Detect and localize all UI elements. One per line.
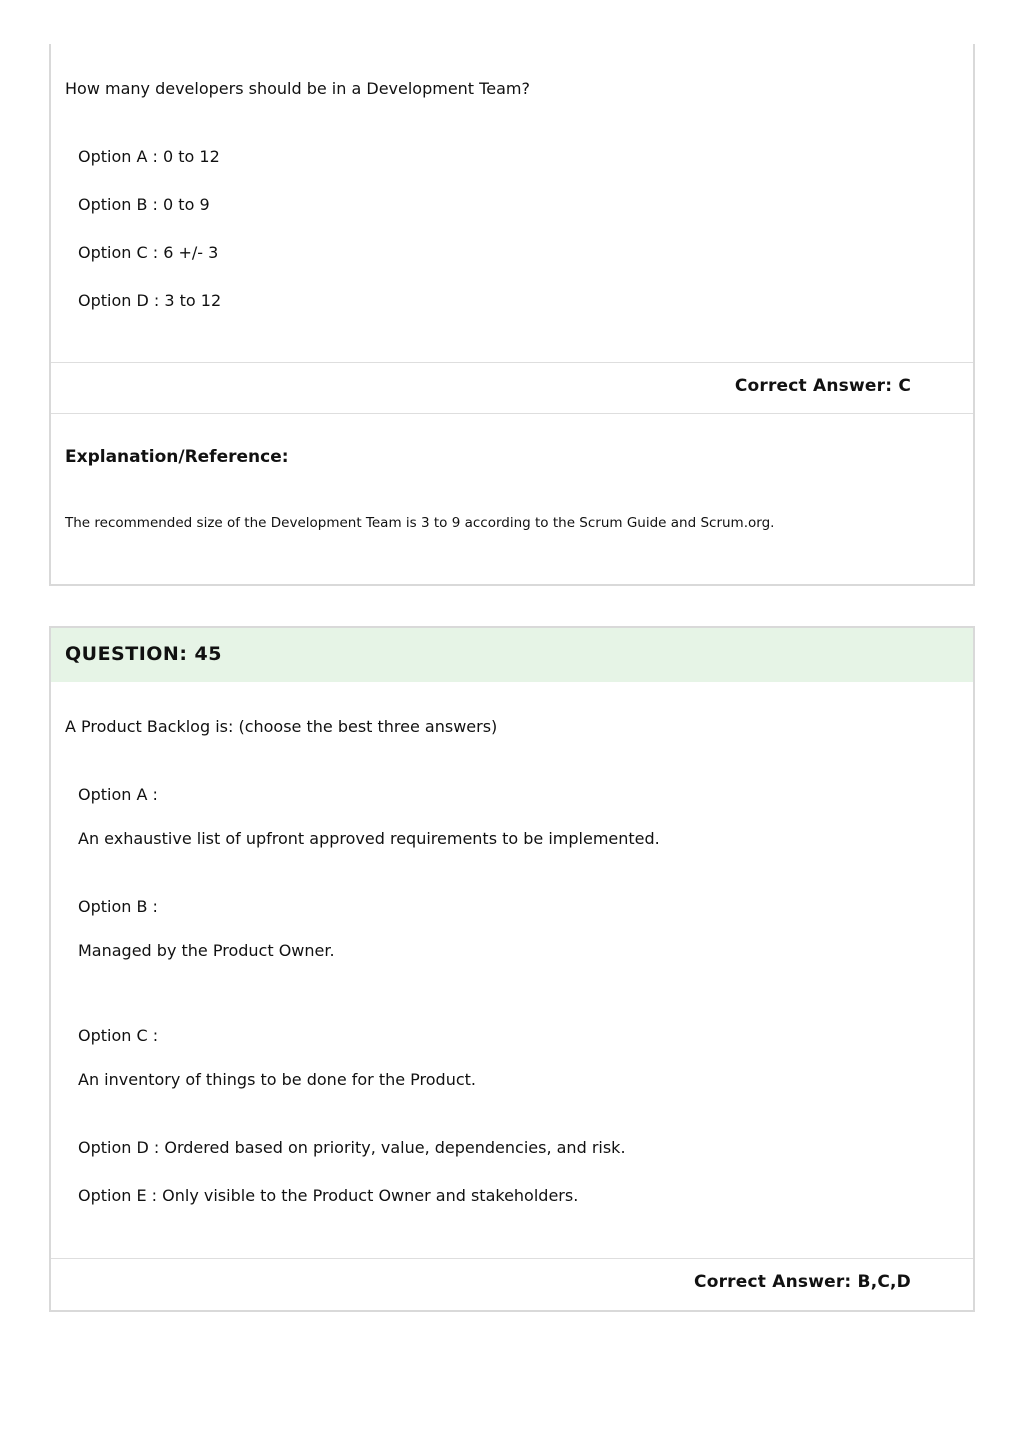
option-b-text: Managed by the Product Owner. xyxy=(78,941,335,960)
divider xyxy=(51,1258,973,1259)
question-number: QUESTION: 45 xyxy=(65,643,222,665)
explanation-text: The recommended size of the Development Team is 3 to 9 according to the Scrum Guide and Scrum.org. xyxy=(65,515,775,531)
option-b: Option B : 0 to 9 xyxy=(78,195,210,214)
option-c-text: An inventory of things to be done for the Product. xyxy=(78,1070,477,1089)
question-card-45 xyxy=(49,626,975,1312)
question-text: A Product Backlog is: (choose the best three answers) xyxy=(65,717,498,736)
option-a: Option A : 0 to 12 xyxy=(78,147,220,166)
correct-answer: Correct Answer: B,C,D xyxy=(694,1272,911,1292)
option-a-text: An exhaustive list of upfront approved requirements to be implemented. xyxy=(78,829,660,848)
option-d: Option D : 3 to 12 xyxy=(78,291,222,310)
question-header xyxy=(51,628,973,682)
question-card-44 xyxy=(49,44,975,586)
correct-answer: Correct Answer: C xyxy=(734,376,911,396)
explanation-title: Explanation/Reference: xyxy=(65,447,289,467)
option-a-label: Option A : xyxy=(78,785,158,804)
option-e: Option E : Only visible to the Product Owner and stakeholders. xyxy=(78,1186,579,1205)
option-c-label: Option C : xyxy=(78,1026,159,1045)
divider xyxy=(51,413,973,414)
question-text: How many developers should be in a Development Team? xyxy=(65,79,530,98)
option-d: Option D : Ordered based on priority, value, dependencies, and risk. xyxy=(78,1138,626,1157)
divider xyxy=(51,362,973,363)
option-b-label: Option B : xyxy=(78,897,158,916)
option-c: Option C : 6 +/- 3 xyxy=(78,243,219,262)
